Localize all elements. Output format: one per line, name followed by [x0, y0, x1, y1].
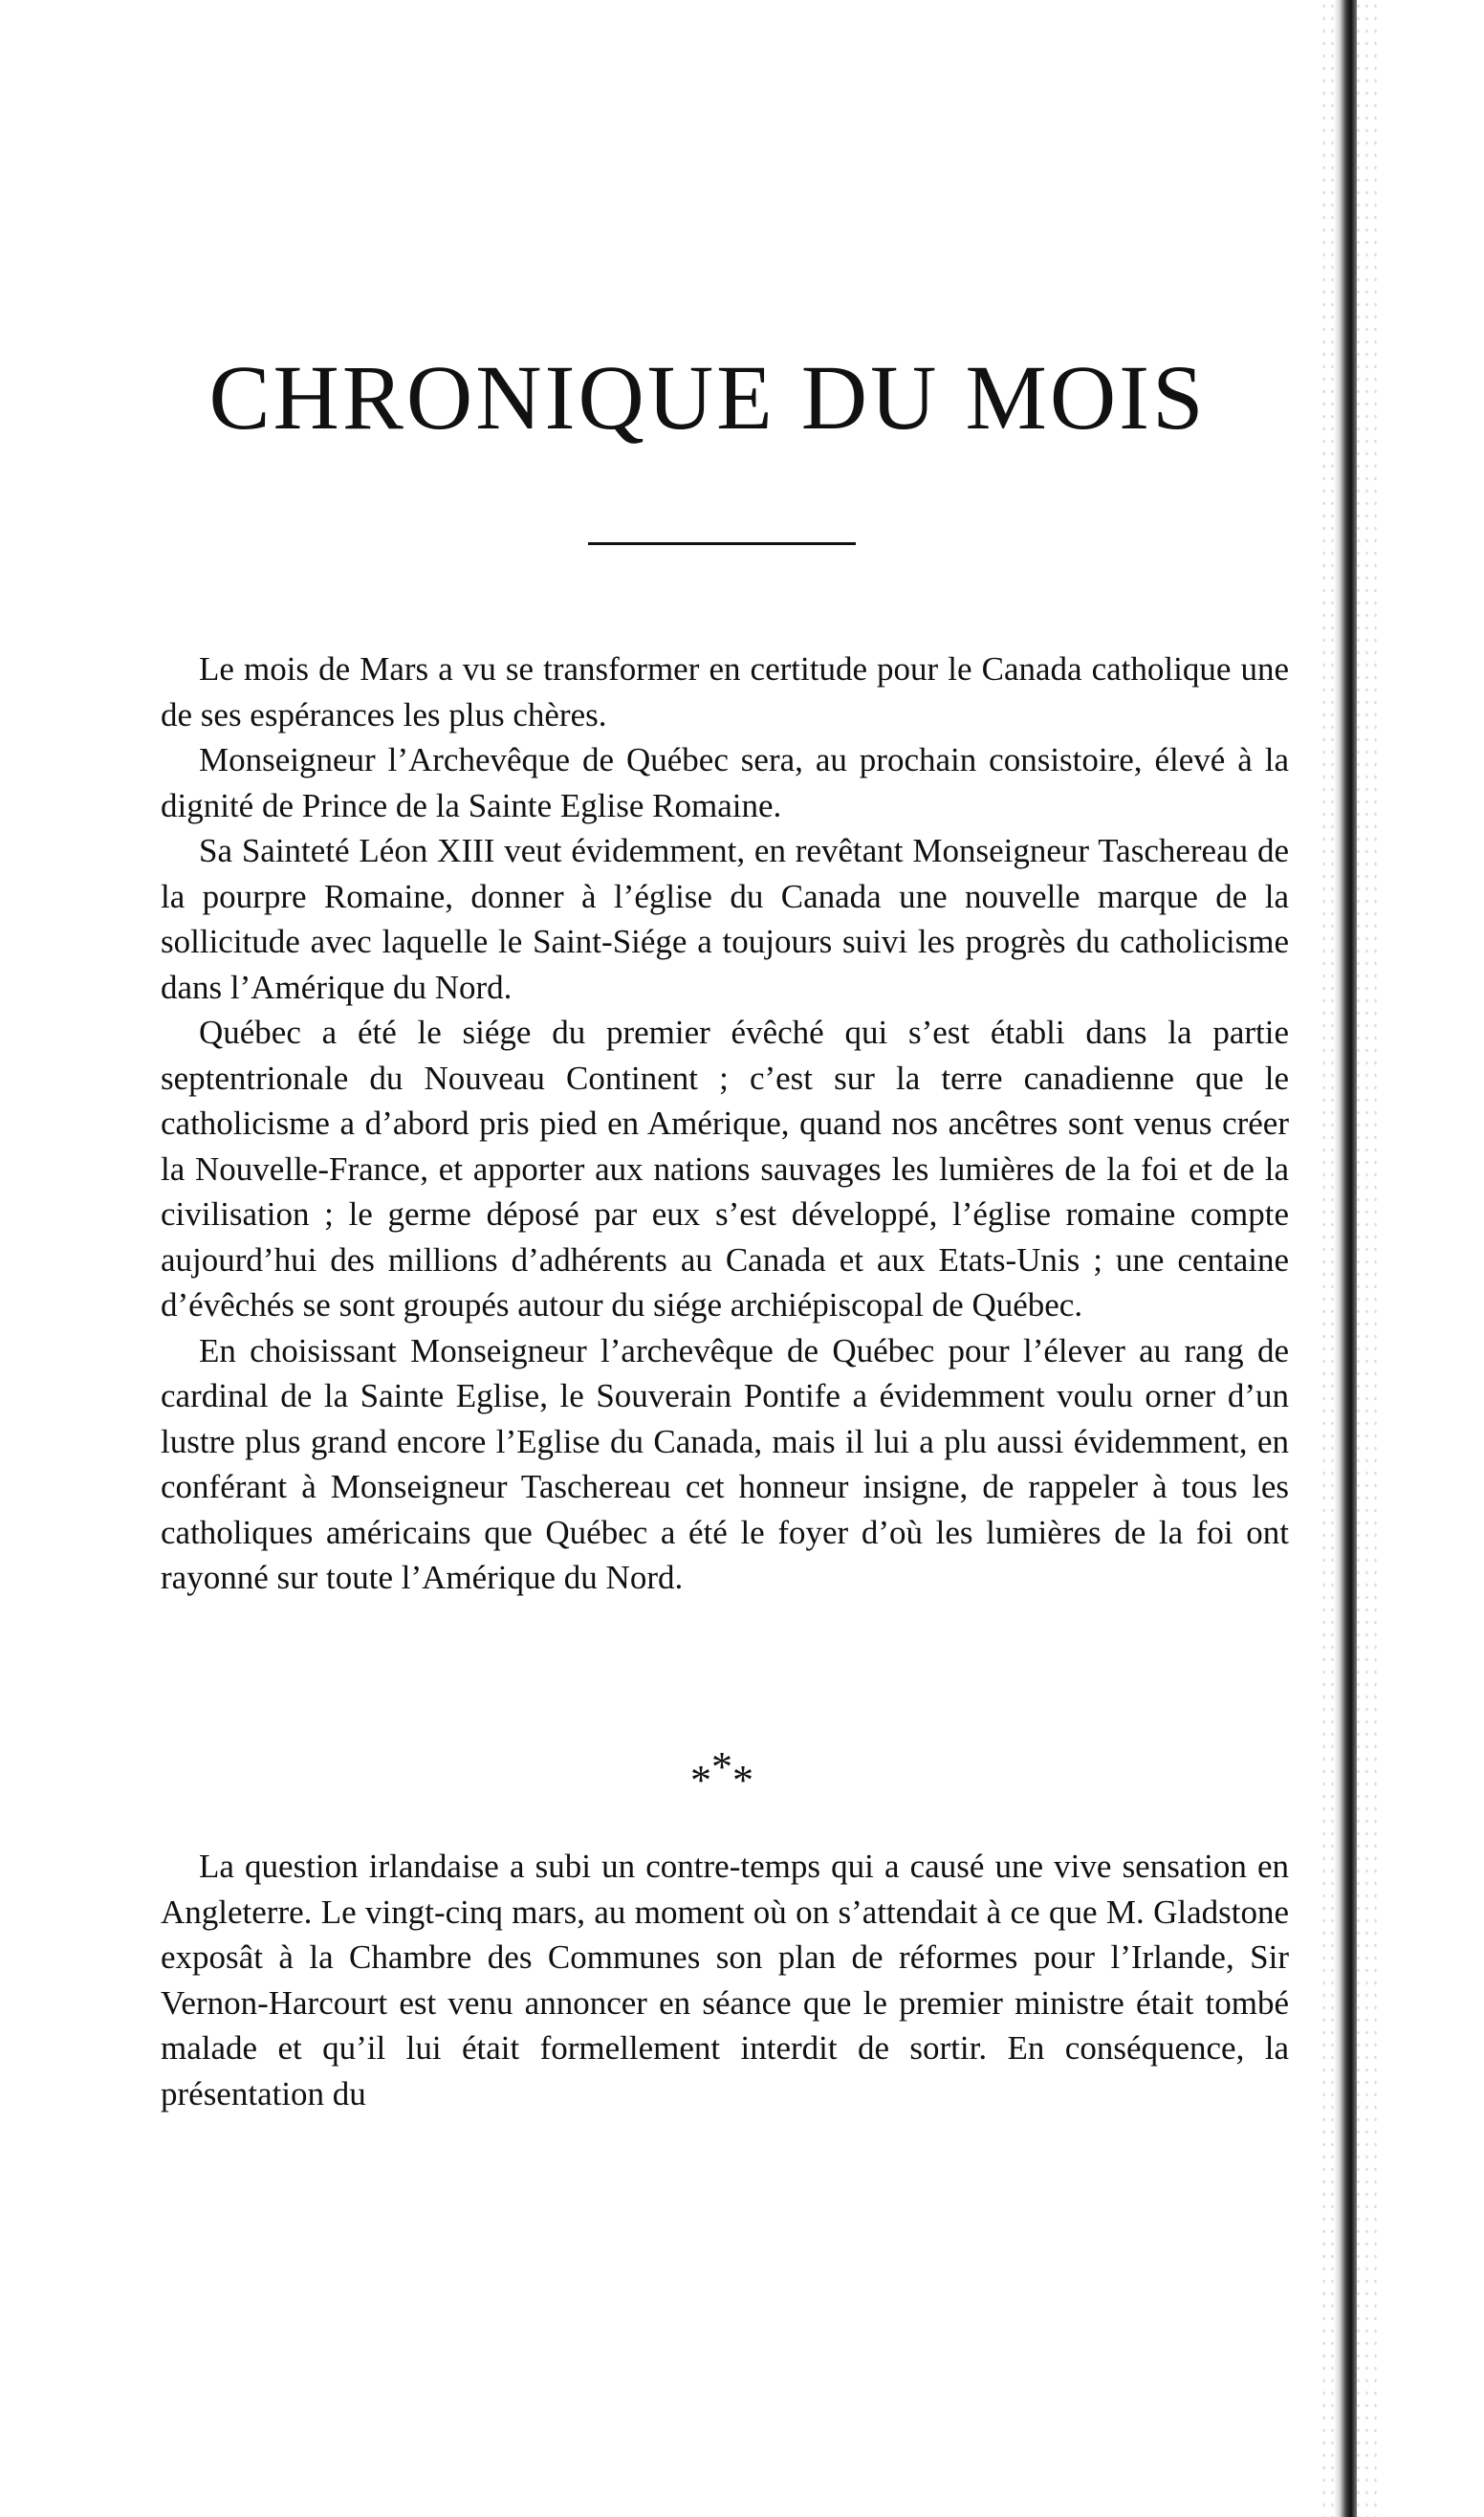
section-1-body [161, 646, 1289, 1601]
paragraph: Monseigneur l’Archevêque de Québec sera, au prochain consistoire, élevé à la dignité de Prince de la Sainte Eglise Romaine. [161, 741, 1289, 824]
page-binding-edge [1334, 0, 1357, 2517]
page-title: CHRONIQUE DU MOIS [208, 346, 1207, 449]
paragraph: Le mois de Mars a vu se transformer en certitude pour le Canada catholique une de ses espérances les plus chères. [161, 650, 1289, 733]
section-2-body [161, 1844, 1289, 2116]
paragraph: En choisissant Monseigneur l’archevêque de Québec pour l’élever au rang de cardinal de la Sainte Eglise, le Souverain Pontife a évidemment voulu orner d’un lustre plus grand encore l’Eglise du Canada, mais il lui a plu aussi évidemment, en conférant à Monseigneur Taschereau cet honneur insigne, de rappeler à tous les catholiques américains que Québec a été le foyer d’où les lumières de la foi ont rayonné sur toute l’Amérique du Nord. [161, 1331, 1289, 1596]
paragraph: Québec a été le siége du premier évêché qui s’est établi dans la partie septentrionale du Nouveau Continent ; c’est sur la terre canadienne que le catholicisme a d’abord pris pied en Amérique, quand nos ancêtres sont venus créer la Nouvelle-France, et apporter aux nations sauvages les lumières de la foi et de la civilisation ; le germe déposé par eux s’est développé, l’église romaine compte aujourd’hui des millions d’adhérents au Canada et aux Etats-Unis ; une centaine d’évêchés se sont groupés autour du siége archiépiscopal de Québec. [161, 1014, 1289, 1324]
title-rule [588, 542, 856, 545]
asterism-star: * [732, 1757, 753, 1804]
paragraph: La question irlandaise a subi un contre-temps qui a causé une vive sensation en Angleterre. Le vingt-cinq mars, au moment où on s’attendait à ce que M. Gladstone exposât à la Chambre des Communes son plan de réformes pour l’Irlande, Sir Vernon-Harcourt est venu annoncer en séance que le premier ministre était tombé malade et qu’il lui était formellement interdit de sortir. En conséquence, la présentation du [161, 1848, 1289, 2112]
asterism-star: * [690, 1757, 711, 1804]
asterism-star: * [711, 1743, 732, 1790]
paragraph: Sa Sainteté Léon XIII veut évidemment, en revêtant Monseigneur Taschereau de la pourpre Romaine, donner à l’église du Canada une nouvelle marque de la sollicitude avec laquelle le Saint-Siége a toujours suivi les progrès du catholicisme dans l’Amérique du Nord. [161, 832, 1289, 1006]
asterism-divider [669, 1743, 775, 1804]
